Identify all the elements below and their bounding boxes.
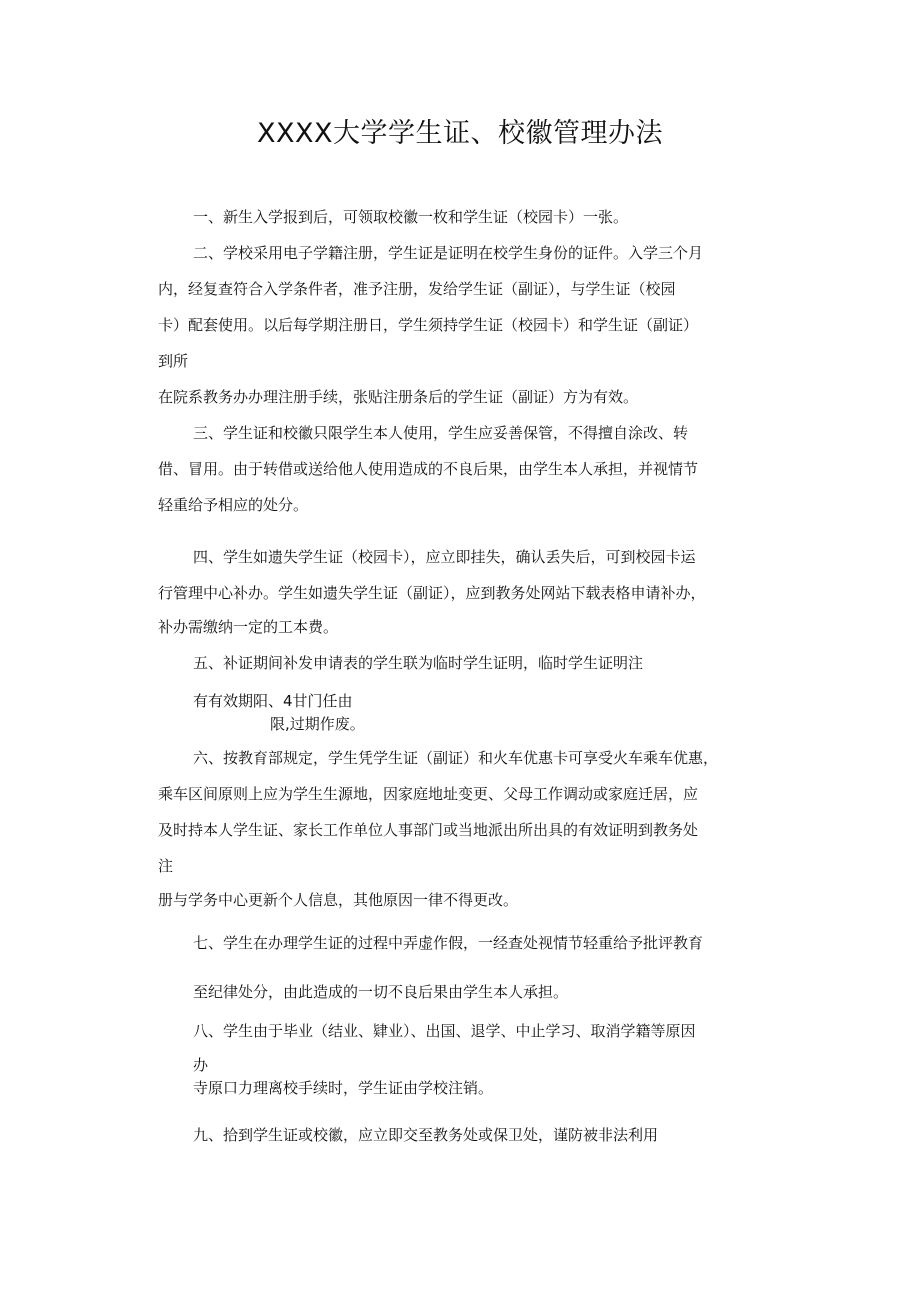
text-line: 七、学生在办理学生证的过程中弄虚作假，一经查处视情节轻重给予批评教育: [193, 934, 704, 952]
text-line: 乘车区间原则上应为学生生源地，因家庭地址变更、父母工作调动或家庭迁居，应: [158, 785, 699, 803]
text-line: 一、新生入学报到后，可领取校徽一枚和学生证（校园卡）一张。: [193, 208, 629, 226]
text-line: 八、学生由于毕业（结业、肄业）、出国、退学、中止学习、取消学籍等原因: [193, 1022, 696, 1040]
text-line: 注: [158, 857, 174, 875]
text-line: 限,过期作废。: [270, 715, 365, 733]
text-line: 及时持本人学生证、家长工作单位人事部门或当地派出所出具的有效证明到教务处: [158, 821, 699, 839]
text-line: 六、按教育部规定，学生凭学生证（副证）和火车优惠卡可享受火车乘车优惠，: [193, 749, 719, 767]
document-title: XXXX大学学生证、校徽管理办法: [257, 118, 663, 149]
text-line: 轻重给予相应的处分。: [158, 496, 309, 514]
text-line: 借、冒用。由于转借或送给他人使用造成的不良后果，由学生本人承担，并视情节: [158, 460, 699, 478]
text-line: 有有效期阳、4甘门任由: [193, 692, 353, 710]
text-line: 二、学校采用电子学籍注册，学生证是证明在校学生身份的证件。入学三个月: [193, 244, 704, 262]
text-line: 内，经复查符合入学条件者，准予注册，发给学生证（副证），与学生证（校园: [158, 280, 676, 298]
text-line: 册与学务中心更新个人信息，其他原因一律不得更改。: [158, 891, 519, 909]
text-line: 在院系教务办办理注册手续，张贴注册条后的学生证（副证）方为有效。: [158, 388, 639, 406]
text-line: 四、学生如遗失学生证（校园卡），应立即挂失，确认丢失后，可到校园卡运: [193, 548, 696, 566]
text-line: 行管理中心补办。学生如遗失学生证（副证），应到教务处网站下载表格申请补办，: [158, 584, 706, 602]
text-line: 九、拾到学生证或校徽，应立即交至教务处或保卫处，谨防被非法利用: [193, 1126, 659, 1144]
text-line: 到所: [158, 352, 189, 370]
text-line: 至纪律处分，由此造成的一切不良后果由学生本人承担。: [193, 983, 569, 1001]
text-line: 三、学生证和校徽只限学生本人使用，学生应妥善保管，不得擅自涂改、转: [193, 424, 689, 442]
text-line: 补办需缴纳一定的工本费。: [158, 618, 339, 636]
text-line: 寺原口力理离校手续时，学生证由学校注销。: [193, 1079, 494, 1097]
text-line: 卡）配套使用。以后每学期注册日，学生须持学生证（校园卡）和学生证（副证）: [158, 316, 699, 334]
text-line: 五、补证期间补发申请表的学生联为临时学生证明，临时学生证明注: [193, 654, 644, 672]
text-line: 办: [193, 1056, 209, 1074]
